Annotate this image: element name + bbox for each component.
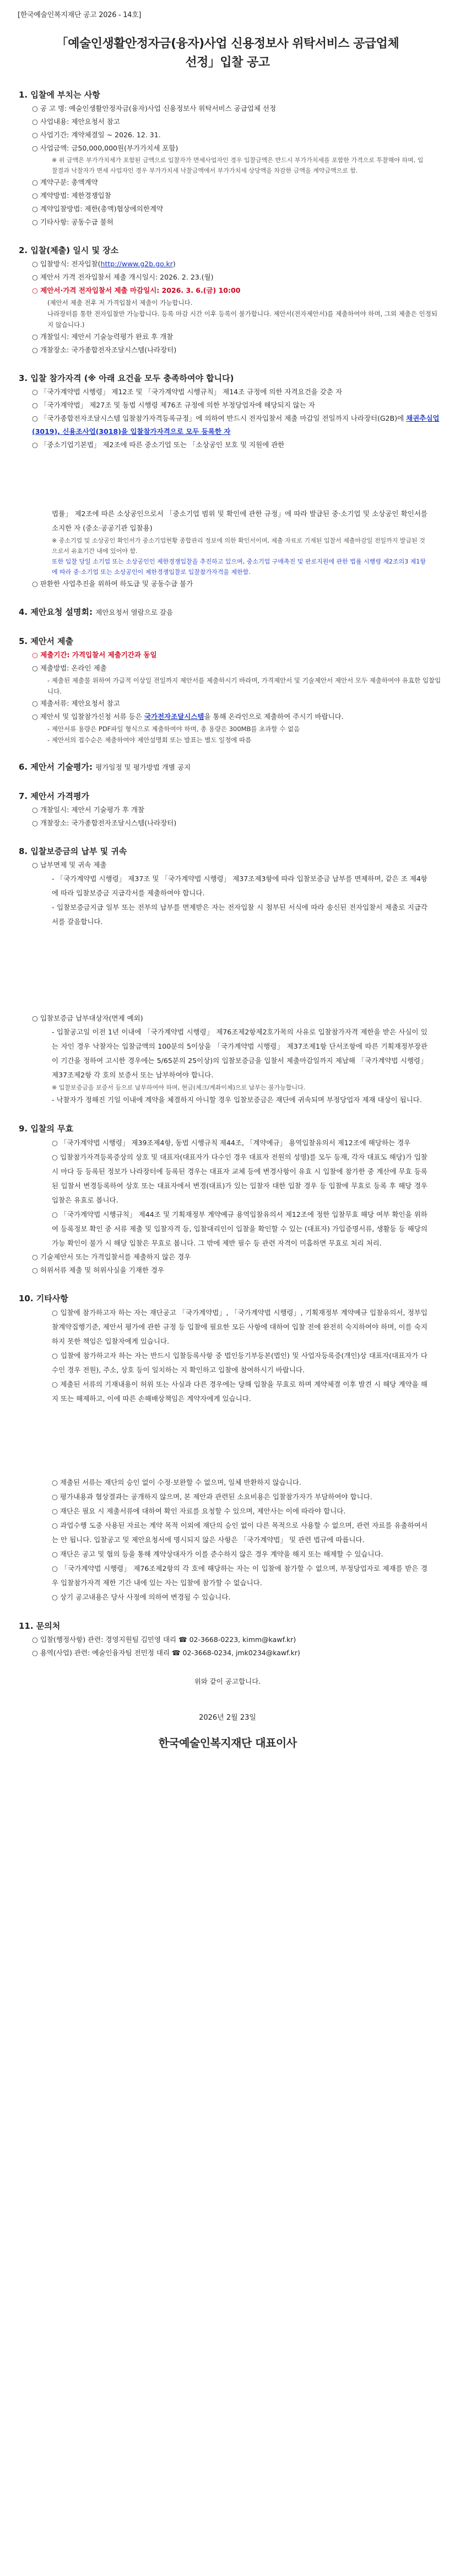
s10-item-6: ○ 재단은 필요 시 제출서류에 대하여 확인 자료를 요청할 수 있으며, 제안사는 이에 따라야 합니다. bbox=[52, 1507, 346, 1515]
s10-item-3: ○ 제출된 서류의 기재내용이 허위 또는 사실과 다른 경우에는 당해 입찰을 무효로 하며 계약체결 이후 발견 시 해당 계약을 해지 또는 해제하고, 이에 따른 손해배상책임은 계약자에게 있습니다. bbox=[52, 1380, 427, 1403]
s8-item-2: ○ 입찰보증금 납부대상자(면제 예외) bbox=[32, 1014, 143, 1022]
section-10 bbox=[13, 1291, 442, 1406]
s3-item-3 bbox=[32, 412, 442, 438]
section-3 bbox=[13, 371, 442, 591]
s3-item-3-highlight: 채권추심업(3019), 신용조사업(3018)을 입찰참가자격으로 모두 등록한 자 bbox=[32, 414, 440, 436]
section-10-title: 10. 기타사항 bbox=[19, 1294, 68, 1303]
s2-item-4: ○ 개찰일시: 제안서 기술능력평가 완료 후 개찰 bbox=[32, 332, 174, 341]
s1-item-5: ○ 계약구분: 총액계약 bbox=[32, 178, 98, 186]
s2-item-5: ○ 개찰장소: 국가종합전자조달시스템(나라장터) bbox=[32, 346, 177, 354]
section-4-label: 4. 제안요청 설명회: bbox=[19, 607, 93, 617]
section-4 bbox=[13, 605, 442, 620]
s2-item-3-deadline: ○ 제안서·가격 전자입찰서 제출 마감일시: 2026. 3. 6.(금) 10:00 bbox=[32, 286, 241, 294]
section-10-continued bbox=[13, 1475, 442, 1604]
section-6-title bbox=[19, 760, 442, 775]
section-9-title: 9. 입찰의 무효 bbox=[19, 1124, 74, 1134]
bid-method-close: ) bbox=[172, 260, 176, 268]
s3-item-4-continued: 법률」 제2조에 따른 소상공인으로서 「중소기업 범위 및 확인에 관한 규정」에 따라 발급된 중·소기업 및 소상공인 확인서를 소지한 자 (중소·공공기관 입찰용) bbox=[52, 509, 427, 532]
notice-document bbox=[13, 9, 442, 1750]
s3-item-4-note: ※ 중소기업 및 소상공인 확인서가 중소기업현황 종합관리 정보에 의한 확인서이며, 제출 자료로 기재된 입찰서 제출마감일 전일까지 발급된 것으로서 유효기간 내에 있어야 함. bbox=[52, 537, 425, 555]
s10-item-2: ○ 입찰에 참가하고자 하는 자는 반드시 입찰등록사항 중 법인등기부등본(법인) 및 사업자등록증(개인)상 대표자(대표자가 다수인 경우 전원), 주소, 상호 등이 일치하는 지 확인하고 입찰에 참여하시기 바랍니다. bbox=[52, 1351, 427, 1374]
s10-item-8: ○ 재단은 공고 및 협의 등을 통해 계약상대자가 이를 준수하지 않은 경우 계약을 해지 또는 해제할 수 있습니다. bbox=[52, 1550, 383, 1558]
s2-item-1 bbox=[32, 257, 442, 271]
blank-gap bbox=[13, 1406, 442, 1461]
s8-item-1-text-2: - 입찰보증금지급 일부 또는 전부의 납부를 면제받은 자는 전자입찰 시 첨부된 서식에 따라 송신된 전자입찰서 제출로 지급각서를 갈음합니다. bbox=[52, 903, 427, 926]
s10-item-4: ○ 제출된 서류는 재단의 승인 없이 수정·보완할 수 없으며, 일체 반환하지 않습니다. bbox=[52, 1478, 301, 1486]
s10-item-9: ○ 「국가계약법 시행령」 제76조제2항의 각 호에 해당하는 자는 이 입찰에 참가할 수 없으며, 부정당업자로 제재를 받은 경우 입찰참가자격 제한 기간 내에 있는 자는 입찰에 참가할 수 없습니다. bbox=[52, 1564, 427, 1587]
s1-item-3: ○ 사업기간: 계약체결일 ~ 2026. 12. 31. bbox=[32, 131, 161, 139]
notice-date: 2026년 2월 23일 bbox=[199, 1714, 256, 1722]
section-7-title: 7. 제안서 가격평가 bbox=[19, 791, 90, 801]
s5-item-4 bbox=[32, 710, 442, 723]
s3-item-4: ○ 「중소기업기본법」 제2조에 따른 중소기업 또는 「소상공인 보호 및 지원에 관한 bbox=[32, 441, 285, 449]
s5-item-4-note-2: - 제안서의 접수순은 제출하여야 제안설명회 또는 발표는 별도 일정에 따름 bbox=[47, 736, 252, 744]
notice-number: [한국예술인복지재단 공고 2026 - 14호] bbox=[18, 11, 142, 19]
g2b-link[interactable]: http://www.g2b.go.kr bbox=[100, 260, 173, 268]
section-2-title: 2. 입찰(제출) 일시 및 장소 bbox=[19, 245, 119, 255]
s7-item-1: ○ 개찰일시: 제안서 기술평가 후 개찰 bbox=[32, 806, 145, 814]
issuer-name: 한국예술인복지재단 대표이사 bbox=[158, 1736, 297, 1749]
s9-item-3: ○ 「국가계약법 시행규칙」 제44조 및 기획재정부 계약예규 용역입찰유의서 제12조에 정한 입찰무효 해당 여부 확인을 위하여 등록정보 확인 중 서류 제출 및 입찰자격 등, 입찰대리인이 입찰을 확인할 수 있는 (대표자) 가입증명서류, 생활등 등 해당의 가능 확인이 불가 시 해당 입찰은 무효로 봅니다. 그 밖에 제반 필수 등 관련 자격이 미흡하면 무효로 처리 처리. bbox=[52, 1210, 427, 1247]
s1-vat-note: ※ 위 금액은 부가가치세가 포함된 금액으로 입찰자가 면세사업자인 경우 입찰금액은 반드시 부가가치세를 포함한 가격으로 투찰해야 하며, 입찰결과 낙찰자가 면세 사업자인 경우 부가가치세 낙찰금액에서 부가가치세 상당액을 차감한 금액을 계약금액으로 함. bbox=[52, 157, 424, 174]
section-8 bbox=[13, 844, 442, 1107]
section-9 bbox=[13, 1121, 442, 1277]
s8-item-2-note: ※ 입찰보증금을 보증서 등으로 납부하여야 하며, 현금(체크/계좌이체)으로 납부는 불가능합니다. bbox=[52, 1084, 306, 1091]
blank-gap bbox=[13, 452, 442, 507]
s8-item-2-text-2: - 낙찰자가 정해진 기일 이내에 계약을 체결하지 아니할 경우 입찰보증금은 재단에 귀속되며 부정당업자 제재 대상이 됩니다. bbox=[52, 1096, 422, 1104]
s5-item-4-system: 국가전자조달시스템 bbox=[144, 712, 204, 721]
s8-item-2-text: - 입찰공고일 이전 1년 이내에 「국가계약법 시행령」 제76조제2항제2호가목의 사유로 입찰참가자격 제한을 받은 사실이 있는 자인 경우 낙찰자는 입찰금액의 100분의 5이상을 「국가계약법 시행령」 제37조제1항 단서조항에 따른 기획재정부장관이 기간을 정하여 고시한 경우에는 5/65분의 25이상)의 입찰보증금을 입찰서 제출마감일까지 제납해 「국가계약법 시행령」 제37조제2항 각 호의 보증서 또는 납부하여야 합니다. bbox=[52, 1028, 427, 1079]
s3-item-1: ○ 「국가계약법 시행령」 제12조 및 「국가계약법 시행규칙」 제14조 규정에 의한 자격요건을 갖춘 자 bbox=[32, 388, 343, 396]
section-5 bbox=[13, 634, 442, 745]
s8-item-1-text: - 「국가계약법 시행령」 제37조 및 「국가계약법 시행령」 제37조제3항에 따라 입찰보증금 납부를 면제하며, 같은 조 제4항에 따라 입찰보증금 지급각서를 제출하여야 합니다. bbox=[52, 874, 427, 897]
s2-item-3-note-2: 나라장터를 통한 전자입찰만 가능합니다. 등록 마감 시간 이후 등록이 불가합니다. 제안서(전자제안서)를 제출하여야 하며, 그외 제출은 인정되지 않습니다.) bbox=[47, 310, 437, 329]
s3-item-5: ○ 판환한 사업추진을 위하여 하도급 및 공동수급 불가 bbox=[32, 579, 193, 588]
s10-item-10: ○ 상기 공고내용은 당사 사정에 의하여 변경될 수 있습니다. bbox=[52, 1593, 231, 1601]
section-1-title: 1. 입찰에 부치는 사항 bbox=[19, 90, 100, 100]
s10-item-5: ○ 평가내용과 협상결과는 공개하지 않으며, 본 제안과 관련된 소요비용은 입찰참가자가 부담하여야 합니다. bbox=[52, 1493, 372, 1501]
s2-item-2: ○ 제안서 가격 전자입찰서 제출 개시일시: 2026. 2. 23.(월) bbox=[32, 273, 214, 281]
section-11 bbox=[13, 1619, 442, 1660]
s5-item-2-note: - 제출된 제출물 위하여 가급적 이상일 전일까지 제안서를 제출하시기 바라며, 가격제안서 및 기술제안서 제안서 모두 제출하여야 유효한 입찰입니다. bbox=[47, 677, 441, 695]
section-5-title: 5. 제안서 제출 bbox=[19, 636, 74, 646]
s1-item-7: ○ 계약입찰방법: 제한(총액)협상에의한계약 bbox=[32, 205, 164, 213]
section-11-title: 11. 문의처 bbox=[19, 1621, 61, 1631]
s1-item-2: ○ 사업내용: 제안요청서 참고 bbox=[32, 117, 120, 126]
s5-item-3: ○ 제출서류: 제안요청서 참고 bbox=[32, 699, 120, 707]
section-7 bbox=[13, 789, 442, 830]
s3-item-4-note-2: 또한 입찰 당일 소기업 또는 소상공인인 제한경쟁입찰을 추진하고 있으며, 중소기업 구매촉진 및 판로지원에 관한 법률 시행령 제2조의3 제1항에 따라 중·소기업 또는 소상공인이 제한경쟁입찰로 입찰참가자격을 제한함. bbox=[52, 558, 426, 576]
s5-item-4-text-2: 을 통해 온라인으로 제출하여 주시기 바랍니다. bbox=[204, 712, 344, 721]
s9-item-4: ○ 기술제안서 또는 가격입찰서를 제출하지 않은 경우 bbox=[32, 1253, 191, 1261]
s1-item-8: ○ 기타사항: 공동수급 불허 bbox=[32, 218, 113, 226]
s5-item-2: ○ 제출방법: 온라인 제출 bbox=[32, 664, 107, 672]
title-line-1: 「예술인생활안정자금(융자)사업 신용정보사 위탁서비스 공급업체 bbox=[56, 37, 399, 51]
s2-item-3-note: (제안서 제출 전후 저 가격입찰서 제출이 가능합니다. bbox=[47, 299, 193, 307]
s5-item-4-note: - 제안서류 용량은 PDF파일 형식으로 제출하여야 하며, 총 용량은 300MB를 초과할 수 없음 bbox=[47, 725, 300, 733]
contact-admin: ○ 입찰(행정사항) 관련: 경영지원팀 김민영 대리 ☎ 02-3668-0223, kimm@kawf.kr) bbox=[32, 1635, 296, 1644]
section-2 bbox=[13, 243, 442, 357]
s10-item-7: ○ 과업수행 도중 사용된 자료는 계약 목적 이외에 재단의 승인 없이 다른 목적으로 사용할 수 없으며, 관련 자료를 유출하여서는 안 됩니다. 입찰공고 및 제안요청서에 명시되지 않은 사항은 「국가계약법」 및 관련 법규에 따릅니다. bbox=[52, 1521, 427, 1544]
section-6-label: 6. 제안서 기술평가: bbox=[19, 762, 93, 772]
contact-service: ○ 용역(사업) 관련: 예술인융자팀 전민정 대리 ☎ 02-3668-0234, jmk0234@kawf.kr) bbox=[32, 1649, 300, 1657]
s1-item-4: ○ 사업금액: 금50,000,000원(부가가치세 포함) bbox=[32, 144, 178, 152]
section-4-text: 제안요청서 열람으로 갈음 bbox=[95, 608, 174, 616]
section-3-title: 3. 입찰 참가자격 (※ 아래 요건을 모두 충족하여야 합니다) bbox=[19, 373, 234, 383]
s8-item-1: ○ 납부면제 및 귀속 제출 bbox=[32, 861, 107, 869]
section-6 bbox=[13, 760, 442, 775]
s3-item-2: ○ 「국가계약법」 제27조 및 동법 시행령 제76조 규정에 의한 부정당업자에 해당되지 않는 자 bbox=[32, 401, 315, 409]
closing-line: 위와 같이 공고합니다. bbox=[194, 1677, 261, 1686]
s1-item-1: ○ 공 고 명: 예술인생활안정자금(융자)사업 신용정보사 위탁서비스 공급업체 선정 bbox=[32, 104, 277, 112]
s9-item-5: ○ 허위서류 제출 및 허위사실을 기재한 경우 bbox=[32, 1266, 165, 1274]
s5-item-4-text: ○ 제안서 및 입찰참가신청 서류 등은 bbox=[32, 712, 144, 721]
s1-item-6: ○ 계약방법: 제한경쟁입찰 bbox=[32, 191, 111, 200]
s7-item-2: ○ 개찰장소: 국가종합전자조달시스템(나라장터) bbox=[32, 819, 177, 827]
section-8-title: 8. 입찰보증금의 납부 및 귀속 bbox=[19, 846, 127, 856]
title-line-2: 선정」입찰 공고 bbox=[185, 56, 270, 69]
notice-title bbox=[13, 35, 442, 72]
section-6-text: 평가일정 및 평가방법 개별 공지 bbox=[95, 763, 191, 771]
bid-method-label: ○ 입찰방식: 전자입찰( bbox=[32, 260, 101, 268]
section-1 bbox=[13, 88, 442, 229]
blank-gap bbox=[13, 929, 442, 1012]
s3-item-3-text: ○ 「국가종합전자조달시스템 입찰참가자격등록규정」에 의하여 반드시 전자입찰서 제출 마감일 전일까지 나라장터(G2B)에 bbox=[32, 414, 407, 422]
s9-item-2: ○ 입찰참가자격등록증상의 상호 및 대표자(대표자가 다수인 경우 대표자 전원의 성명)를 모두 등재, 각자 대표도 해당)가 입찰시 마다 등 등록된 정보가 나라장터에 등록된 경우는 대표자 교체 등에 변경사항이 유효 시 입찰에 참가한 중 계산에 무효 등록된 입찰서 변경등록하여 상호 또는 대표자에서 변경(대표)가 있는 입찰자 대한 입찰 경우 등 입찰에 무효로 등록 후 해당 경우 입찰은 유효로 봅니다. bbox=[52, 1153, 427, 1204]
s10-item-1: ○ 입찰에 참가하고자 하는 자는 재단공고 「국가계약법」, 「국가계약법 시행령」, 기획재정부 계약예규 입찰유의서, 정부입찰계약집행기준, 제안서 평가에 관한 규정 등 입찰에 필요한 모든 사항에 대하여 입찰 전에 완전히 숙지하여야 하며, 이를 숙지하지 못한 책임은 입찰자에게 있습니다. bbox=[52, 1308, 427, 1345]
s5-item-1: ○ 제출기간: 가격입찰서 제출기간과 동일 bbox=[32, 651, 157, 659]
section-4-title bbox=[19, 605, 442, 620]
s9-item-1: ○ 「국가계약법 시행령」 제39조제4항, 동법 시행규칙 제44조, 「계약예규」 용역입찰유의서 제12조에 해당하는 경우 bbox=[52, 1139, 411, 1147]
